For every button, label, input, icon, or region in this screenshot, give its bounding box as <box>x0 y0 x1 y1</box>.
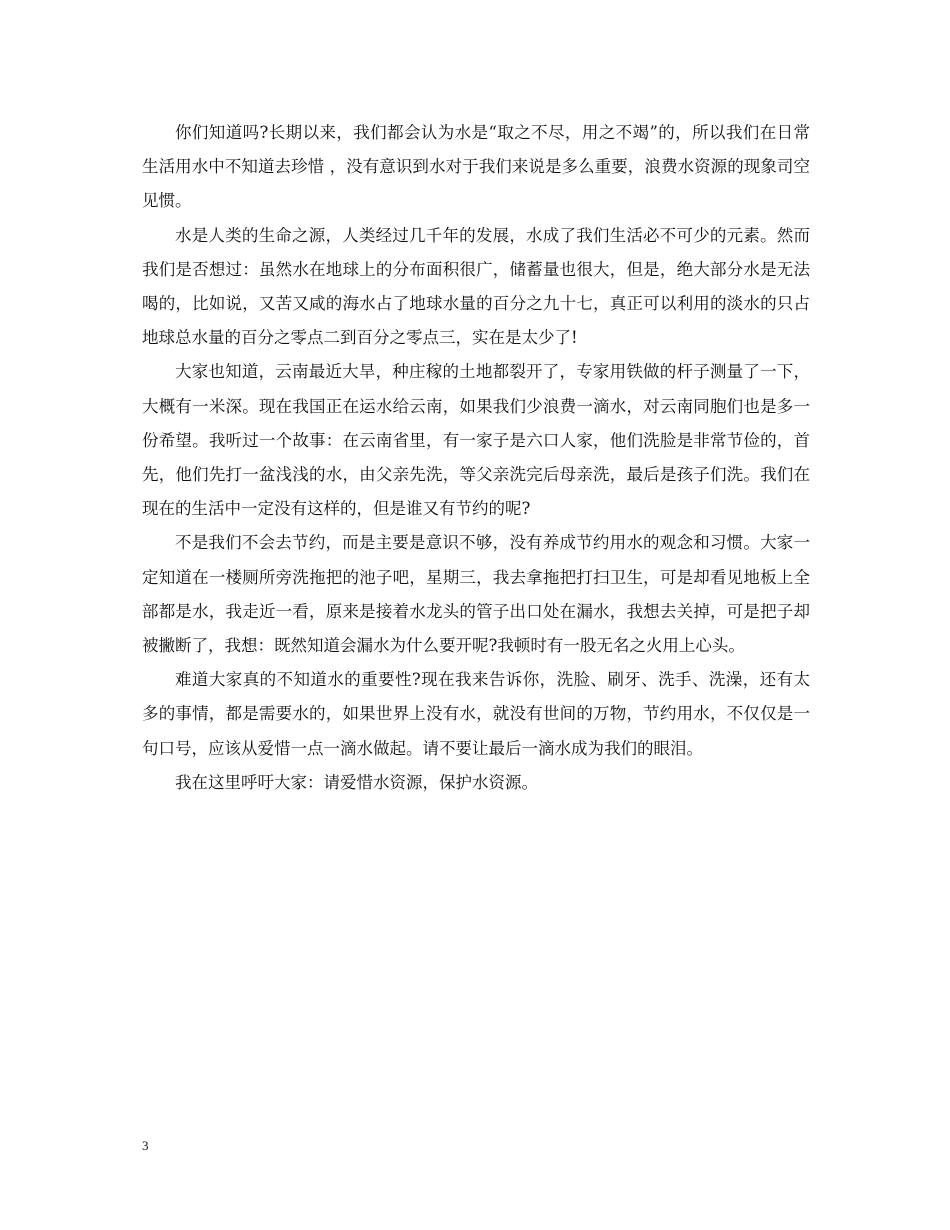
paragraph-6: 我在这里呼吁大家：请爱惜水资源，保护水资源。 <box>175 772 538 792</box>
paragraph-1: 你们知道吗?长期以来，我们都会认为水是“取之不尽，用之不竭”的，所以我们在日常生活用水中不知道去珍惜 ，没有意识到水对于我们来说是多么重要，浪费水资源的现象司空见惯。 <box>142 123 810 211</box>
paragraph-2: 水是人类的生命之源，人类经过几千年的发展，水成了我们生活必不可少的元素。然而我们是否想过：虽然水在地球上的分布面积很广，储蓄量也很大，但是，绝大部分水是无法喝的，比如说，又苦又咸的海水占了地球水量的百分之九十七，真正可以利用的淡水的只占地球总水量的百分之零点二到百分之零点三，实在是太少了! <box>142 225 810 348</box>
paragraph-3: 大家也知道，云南最近大旱，种庄稼的土地都裂开了，专家用铁做的杆子测量了一下，大概有一米深。现在我国正在运水给云南，如果我们少浪费一滴水，对云南同胞们也是多一份希望。我听过一个故事：在云南省里，有一家子是六口人家，他们洗脸是非常节俭的，首先，他们先打一盆浅浅的水，由父亲先洗，等父亲洗完后母亲洗，最后是孩子们洗。我们在现在的生活中一定没有这样的，但是谁又有节约的呢? <box>142 362 810 519</box>
paragraph-5: 难道大家真的不知道水的重要性?现在我来告诉你，洗脸、刷牙、洗手、洗澡，还有太多的事情，都是需要水的，如果世界上没有水，就没有世间的万物，节约用水，不仅仅是一句口号，应该从爱惜一点一滴水做起。请不要让最后一滴水成为我们的眼泪。 <box>142 670 810 758</box>
document-body <box>142 116 810 800</box>
paragraph-4: 不是我们不会去节约，而是主要是意识不够，没有养成节约用水的观念和习惯。大家一定知道在一楼厕所旁洗拖把的池子吧，星期三，我去拿拖把打扫卫生，可是却看见地板上全部都是水，我走近一看，原来是接着水龙头的管子出口处在漏水，我想去关掉，可是把子却被撇断了，我想：既然知道会漏水为什么要开呢?我顿时有一股无名之火用上心头。 <box>142 533 810 656</box>
page-number: 3 <box>142 1138 149 1153</box>
